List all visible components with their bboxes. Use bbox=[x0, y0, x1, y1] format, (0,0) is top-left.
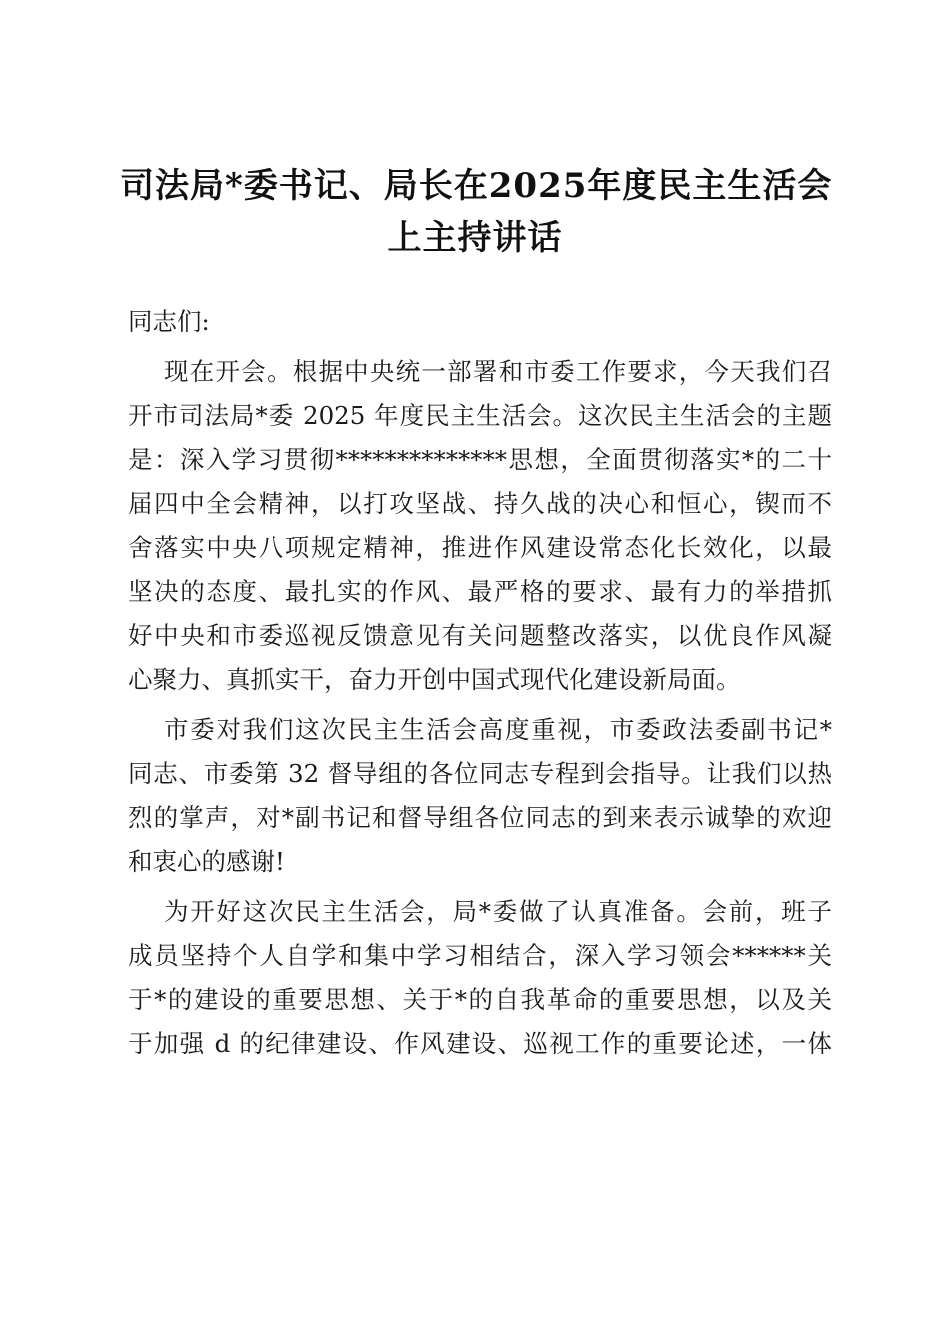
paragraph-line: 现在开会。根据中央统一部署和市委工作要求，今天我们召 bbox=[164, 357, 832, 386]
paragraph-line: 烈的掌声，对*副书记和督导组各位同志的到来表示诚挚的欢迎 bbox=[128, 803, 832, 832]
paragraph-line: 舍落实中央八项规定精神，推进作风建设常态化长效化，以最 bbox=[128, 533, 832, 562]
paragraph-line: 和衷心的感谢! bbox=[128, 847, 285, 876]
paragraph-line: 为开好这次民主生活会，局*委做了认真准备。会前，班子 bbox=[164, 897, 832, 926]
paragraph-2 bbox=[128, 702, 832, 884]
paragraph-line: 开市司法局*委 2025 年度民主生活会。这次民主生活会的主题 bbox=[128, 401, 832, 430]
paragraph-line: 同志、市委第 32 督导组的各位同志专程到会指导。让我们以热 bbox=[128, 759, 832, 788]
paragraph-3 bbox=[128, 884, 832, 1066]
paragraph-line: 是：深入学习贯彻**************思想，全面贯彻落实*的二十 bbox=[128, 445, 832, 474]
paragraph-line: 于*的建设的重要思想、关于*的自我革命的重要思想，以及关 bbox=[128, 985, 832, 1014]
document-title bbox=[120, 160, 833, 264]
paragraph-line: 成员坚持个人自学和集中学习相结合，深入学习领会******关 bbox=[128, 941, 832, 970]
paragraph-line: 好中央和市委巡视反馈意见有关问题整改落实，以优良作风凝 bbox=[128, 621, 832, 650]
title-line-2: 上主持讲话 bbox=[387, 218, 563, 258]
paragraph-line: 坚决的态度、最扎实的作风、最严格的要求、最有力的举措抓 bbox=[128, 577, 832, 606]
document-body bbox=[128, 300, 832, 1066]
paragraph-line: 届四中全会精神，以打攻坚战、持久战的决心和恒心，锲而不 bbox=[128, 489, 832, 518]
paragraph-line: 市委对我们这次民主生活会高度重视，市委政法委副书记* bbox=[164, 715, 832, 744]
salutation: 同志们: bbox=[128, 307, 210, 336]
paragraph-line: 于加强 d 的纪律建设、作风建设、巡视工作的重要论述，一体 bbox=[128, 1029, 832, 1058]
paragraph-1 bbox=[128, 344, 832, 702]
paragraph-line: 心聚力、真抓实干，奋力开创中国式现代化建设新局面。 bbox=[128, 665, 741, 694]
title-line-1: 司法局*委书记、局长在2025年度民主生活会 bbox=[120, 166, 833, 206]
